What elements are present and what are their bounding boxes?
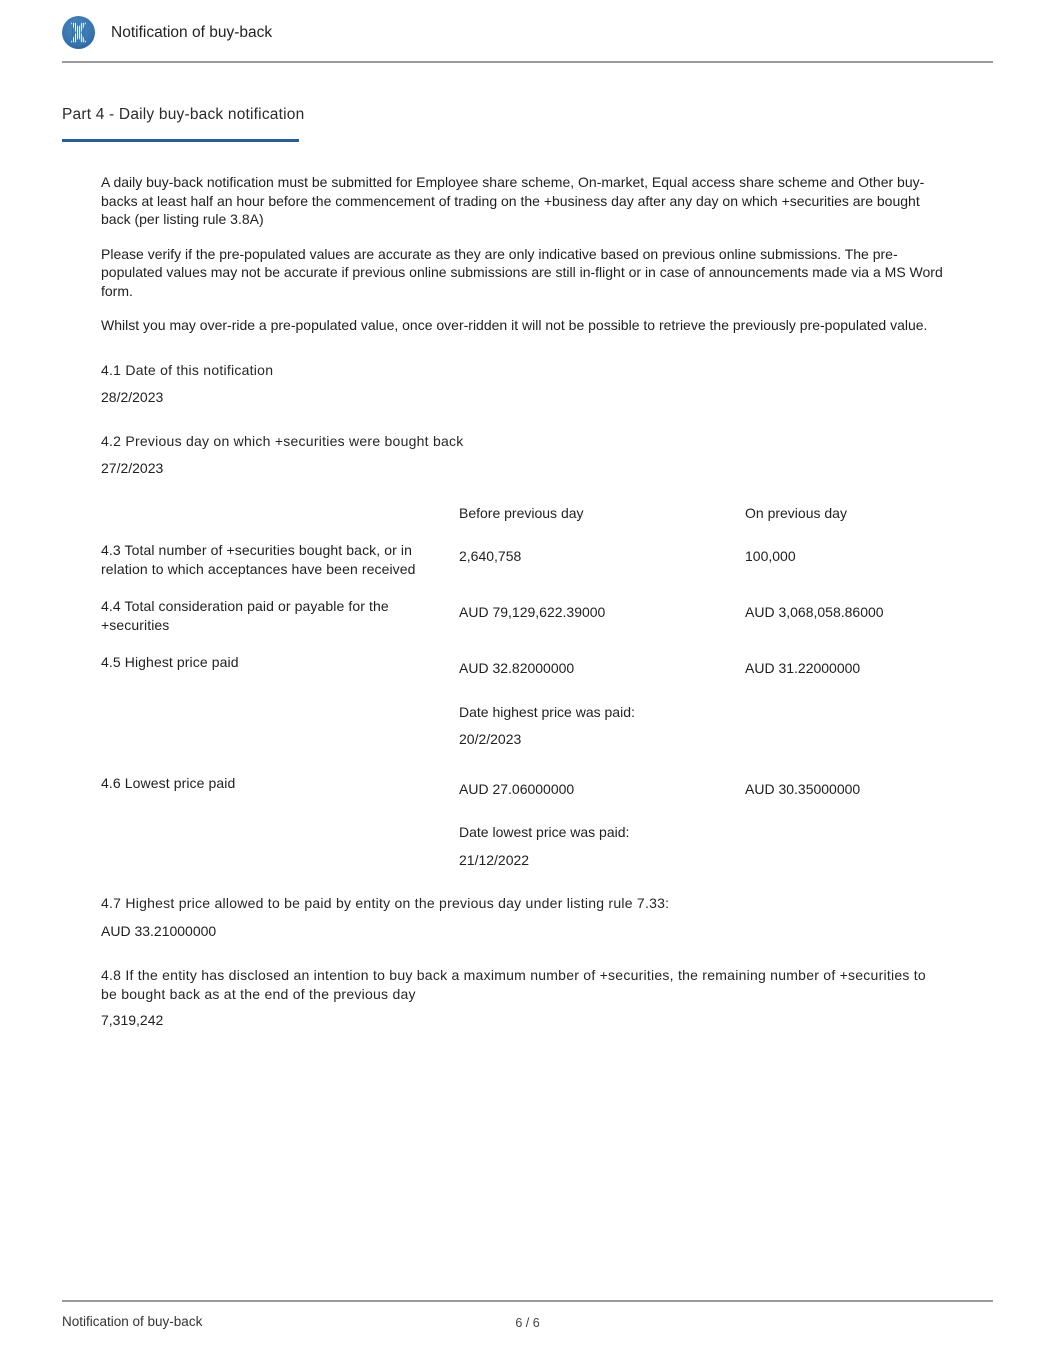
table-row [101, 597, 946, 634]
value-on: AUD 3,068,058.86000 [745, 604, 884, 620]
row-label: 4.3 Total number of +securities bought back, or in relation to which acceptances have been received [101, 542, 416, 577]
table-row [101, 541, 946, 578]
value-before: AUD 79,129,622.39000 [459, 604, 606, 620]
question-4-7 [101, 894, 946, 940]
table-row [101, 774, 946, 870]
document-title: Notification of buy-back [111, 23, 273, 41]
asx-logo-icon [62, 16, 95, 49]
question-4-1 [101, 361, 946, 407]
question-label: 4.2 Previous day on which +securities were bought back [101, 432, 464, 449]
footer [62, 1300, 993, 1348]
row-label: 4.4 Total consideration paid or payable for the +securities [101, 598, 389, 633]
value-on: AUD 31.22000000 [745, 660, 861, 676]
value-before-group [459, 774, 745, 870]
value-on: AUD 30.35000000 [745, 780, 861, 797]
value-before: 2,640,758 [459, 548, 522, 564]
question-label: 4.8 If the entity has disclosed an intention to buy back a maximum number of +securities, the remaining number of +securities to be bought back as at the end of the previous day [101, 967, 926, 1002]
question-4-2 [101, 432, 946, 478]
part-heading-title: Part 4 - Daily buy-back notification [62, 106, 305, 123]
table-row [101, 653, 946, 749]
buyback-table [101, 504, 946, 870]
header [62, 0, 993, 63]
question-value: 7,319,242 [101, 1012, 164, 1028]
part-heading [62, 106, 304, 142]
footer-title: Notification of buy-back [62, 1314, 203, 1329]
form-body [101, 173, 946, 1030]
intro-paragraph: A daily buy-back notification must be submitted for Employee share scheme, On-market, Equal access share scheme and Other buy-backs at least half an hour before the commencement of trading on the +business day after any day on which +securities are bought back (per listing rule 3.8A) [101, 174, 925, 227]
date-value: 21/12/2022 [459, 851, 530, 868]
question-value: 28/2/2023 [101, 389, 164, 405]
part-heading-underline [62, 139, 299, 142]
row-label: 4.6 Lowest price paid [101, 774, 236, 791]
footer-page-number: 6 / 6 [515, 1316, 540, 1330]
row-label: 4.5 Highest price paid [101, 654, 239, 670]
intro-paragraph: Whilst you may over-ride a pre-populated value, once over-ridden it will not be possible to retrieve the previously pre-populated value. [101, 317, 928, 333]
column-header-before: Before previous day [459, 504, 584, 521]
column-header-on: On previous day [745, 504, 847, 521]
value-before: AUD 32.82000000 [459, 660, 575, 676]
question-4-8 [101, 966, 946, 1030]
question-value: AUD 33.21000000 [101, 922, 217, 939]
value-before: AUD 27.06000000 [459, 780, 575, 797]
date-value: 20/2/2023 [459, 731, 522, 747]
value-on: 100,000 [745, 548, 796, 564]
question-value: 27/2/2023 [101, 460, 164, 476]
value-before-group [459, 653, 745, 749]
intro-paragraph: Please verify if the pre-populated values are accurate as they are only indicative based on previous online submissions. The pre-populated values may not be accurate if previous online submissions are still in-flight or in case of announcements made via a MS Word form. [101, 245, 943, 299]
question-label: 4.1 Date of this notification [101, 361, 274, 378]
date-label: Date highest price was paid: [459, 703, 635, 720]
question-label: 4.7 Highest price allowed to be paid by entity on the previous day under listing rule 7.33: [101, 895, 670, 911]
table-header-row [101, 504, 946, 523]
date-label: Date lowest price was paid: [459, 824, 630, 840]
